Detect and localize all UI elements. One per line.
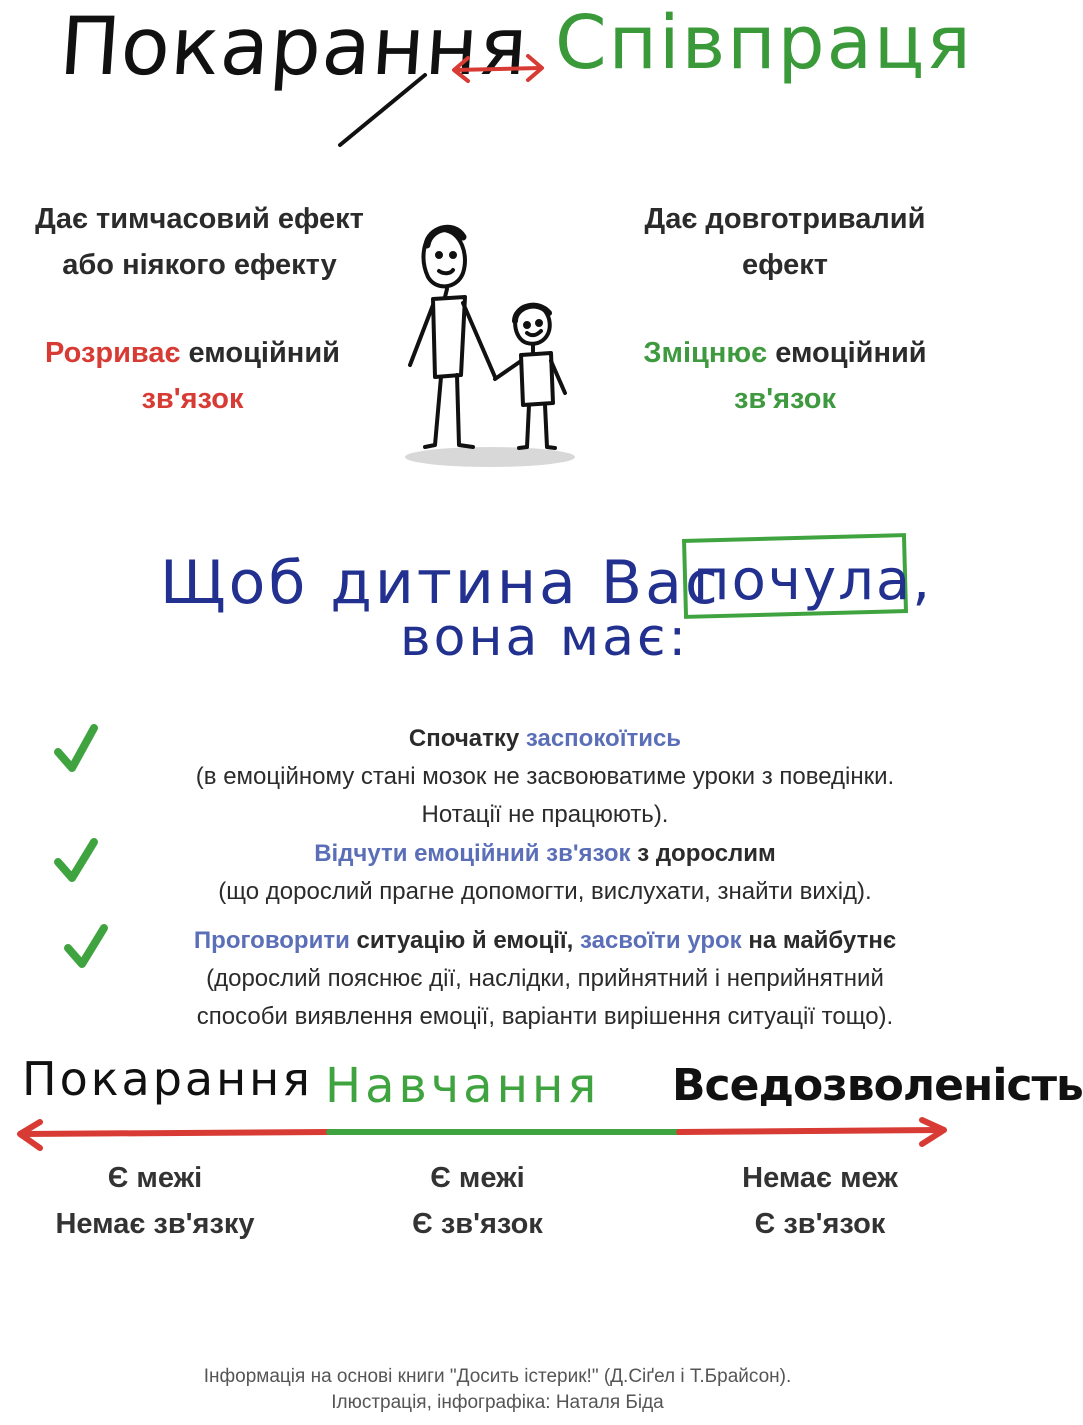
right-effect-line: Дає довготривалий bbox=[644, 203, 926, 235]
right-effect-text bbox=[600, 196, 970, 288]
left-bond-rest: емоційний bbox=[180, 337, 340, 369]
item1-detail: Нотації не працюють). bbox=[421, 801, 669, 828]
right-bond-line2: зв'язок bbox=[734, 383, 836, 415]
heading-line1: Щоб дитина Вас bbox=[160, 548, 721, 618]
right-effect-line: ефект bbox=[742, 249, 828, 281]
check-icon bbox=[62, 922, 110, 970]
scale-column-learning bbox=[340, 1155, 615, 1247]
item2-detail: (що дорослий прагне допомогти, вислухати, знайти вихід). bbox=[218, 878, 872, 905]
double-arrow-icon bbox=[448, 50, 548, 90]
right-bond-rest: емоційний bbox=[767, 337, 927, 369]
item3-part: на майбутнє bbox=[741, 927, 897, 954]
left-bond-text bbox=[20, 330, 365, 422]
scale-col-line: Є зв'язок bbox=[754, 1208, 886, 1240]
scale-col-line: Є зв'язок bbox=[412, 1208, 543, 1240]
heading-boxed-word: почула, bbox=[693, 548, 933, 613]
checklist-item bbox=[110, 922, 980, 1036]
left-effect-line: або ніякого ефекту bbox=[62, 249, 337, 281]
left-bond-line2: зв'язок bbox=[141, 383, 244, 415]
title-underline-stroke bbox=[330, 70, 450, 150]
item2-part: Відчути емоційний зв'язок bbox=[314, 840, 631, 867]
left-effect-text bbox=[12, 196, 387, 288]
scale-label-learning: Навчання bbox=[325, 1058, 601, 1114]
item1-part: заспокоїтись bbox=[525, 725, 682, 752]
item2-part: з дорослим bbox=[630, 840, 776, 867]
scale-column-punishment bbox=[20, 1155, 290, 1247]
right-bond-highlight: Зміцнює bbox=[643, 337, 768, 369]
adult-child-illustration bbox=[395, 215, 585, 480]
scale-col-line: Немає меж bbox=[742, 1162, 898, 1194]
item3-part: Проговорити bbox=[193, 927, 350, 954]
footer-credits: Ілюстрація, інфографіка: Наталя Біда bbox=[331, 1392, 664, 1413]
check-icon bbox=[52, 836, 100, 884]
scale-col-line: Є межі bbox=[107, 1162, 203, 1194]
item3-part: ситуацію й емоції, bbox=[349, 927, 580, 954]
checklist-item bbox=[110, 720, 980, 834]
item3-detail: способи виявлення емоції, варіанти вирішення ситуації тощо). bbox=[196, 1003, 894, 1030]
item1-detail: (в емоційному стані мозок не засвоюватиме уроки з поведінки. bbox=[195, 763, 895, 790]
scale-label-punishment: Покарання bbox=[22, 1052, 313, 1106]
title-cooperation: Співпраця bbox=[555, 0, 973, 86]
right-bond-text bbox=[600, 330, 970, 422]
checklist-item bbox=[110, 835, 980, 911]
check-icon bbox=[52, 722, 100, 774]
title-punishment: Покарання bbox=[56, 0, 532, 93]
heading-line2: вона має: bbox=[400, 608, 690, 668]
item1-part: Спочатку bbox=[408, 725, 526, 752]
item3-part: засвоїти урок bbox=[580, 927, 742, 954]
left-effect-line: Дає тимчасовий ефект bbox=[35, 203, 364, 235]
footer-source: Інформація на основі книги "Досить істерик!" (Д.Сіґел і Т.Брайсон). bbox=[203, 1366, 792, 1387]
left-bond-highlight: Розриває bbox=[45, 337, 181, 369]
scale-arrow bbox=[14, 1118, 954, 1158]
item3-detail: (дорослий пояснює дії, наслідки, прийнятний і неприйнятний bbox=[206, 965, 884, 992]
scale-col-line: Є межі bbox=[430, 1162, 525, 1194]
scale-column-permissiveness bbox=[690, 1155, 950, 1247]
scale-col-line: Немає зв'язку bbox=[55, 1208, 255, 1240]
scale-label-permissiveness: Вседозволеність bbox=[672, 1060, 1083, 1111]
